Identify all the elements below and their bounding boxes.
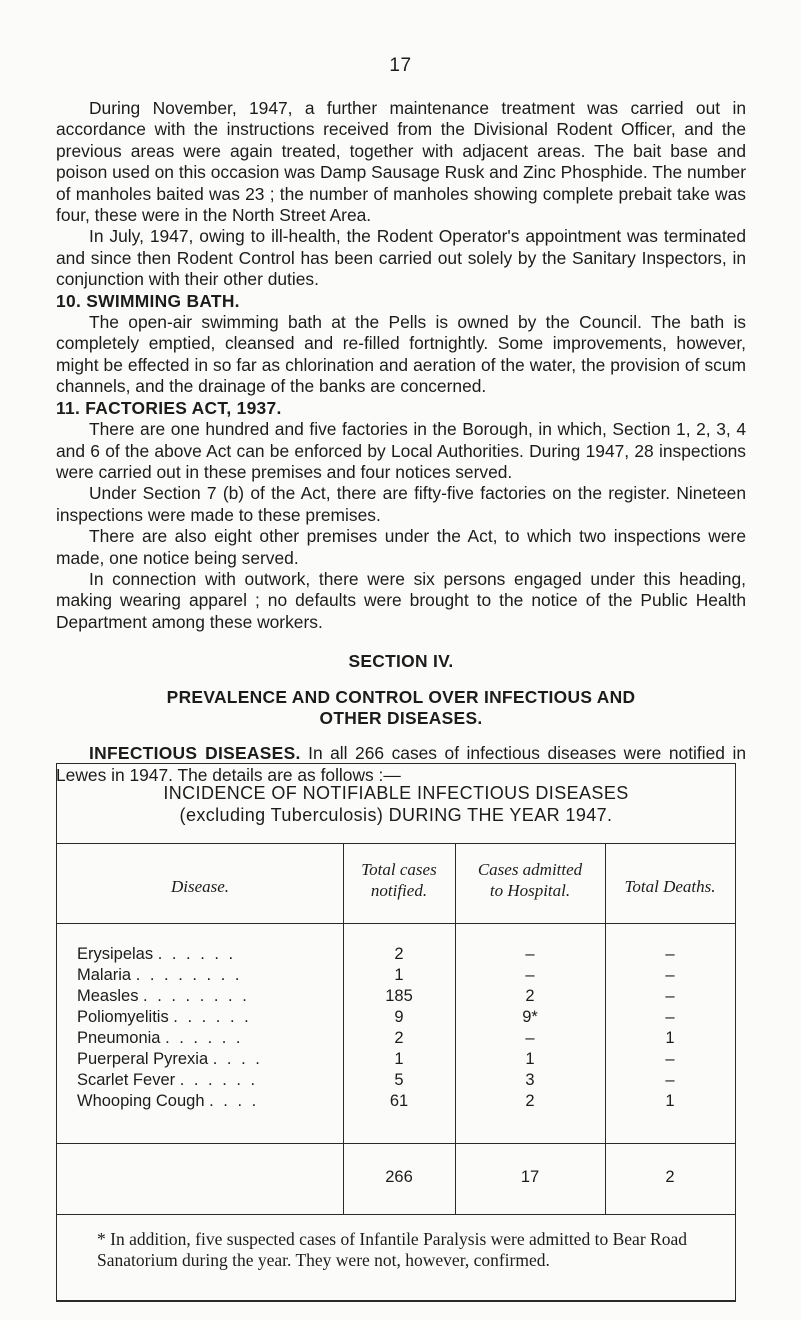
header-cases-admitted xyxy=(455,859,605,901)
infectious-diseases-text: In all 266 cases of infectious diseases were notified in Lewes in 1947. The details are as follows :— xyxy=(56,743,746,785)
header-total-notified-line2: notified. xyxy=(370,881,428,900)
header-total-deaths: Total Deaths. xyxy=(624,877,716,896)
heading-factories-act: 11. FACTORIES ACT, 1937. xyxy=(56,397,282,418)
paragraph-rodent-operator: In July, 1947, owing to ill-health, the Rodent Operator's appointment was terminated and since then Rodent Control has been carried out solely by the Sanitary Inspectors, in conjunction with their other duties. xyxy=(56,226,746,290)
header-cases-admitted-line1: Cases admitted xyxy=(477,860,583,879)
paragraph-section-7b: Under Section 7 (b) of the Act, there are fifty-five factories on the register. Nineteen inspections were made to these premises. xyxy=(56,483,746,525)
table-cell-admitted: – xyxy=(525,966,535,984)
table-cell-admitted: 2 xyxy=(525,1092,535,1110)
header-disease: Disease. xyxy=(170,877,230,896)
body-text xyxy=(56,98,746,786)
table-row-disease: Puerperal Pyrexia . . . . xyxy=(77,1050,263,1068)
paragraph-swimming-bath: The open-air swimming bath at the Pells is owned by the Council. The bath is completely emptied, cleansed and re-filled fortnightly. Some improvements, however, might be effected in so far as chlorination and aeration of the water, the provision of scum channels, and the drainage of the banks are concerned. xyxy=(56,312,746,397)
paragraph-factories-count: There are one hundred and five factories in the Borough, in which, Section 1, 2, 3, 4 and 6 of the above Act can be enforced by Local Authorities. During 1947, 28 inspections were carried out in these premises and four notices served. xyxy=(56,419,746,482)
table-row-disease: Pneumonia . . . . . . xyxy=(77,1029,244,1047)
paragraph-other-premises: There are also eight other premises under the Act, to which two inspections were made, one notice being served. xyxy=(56,526,746,568)
header-cases-admitted-line2: to Hospital. xyxy=(489,881,571,900)
table-cell-notified: 1 xyxy=(394,966,404,984)
table-row-disease: Whooping Cough . . . . xyxy=(77,1092,259,1110)
table-cell-notified: 2 xyxy=(394,945,404,963)
divider-totals xyxy=(57,1214,735,1215)
table-title-line1: INCIDENCE OF NOTIFIABLE INFECTIOUS DISEASES xyxy=(163,783,629,803)
table-cell-notified: 9 xyxy=(394,1008,404,1026)
table-cell-admitted: – xyxy=(525,1029,535,1047)
total-admitted: 17 xyxy=(520,1168,540,1186)
table-cell-deaths: 1 xyxy=(665,1029,675,1047)
table-title xyxy=(57,782,735,826)
table-cell-deaths: – xyxy=(665,1050,675,1068)
section-subtitle-line2: OTHER DISEASES. xyxy=(319,707,483,728)
table-cell-admitted: 9* xyxy=(522,1008,538,1026)
table-cell-notified: 5 xyxy=(394,1071,404,1089)
table-row-disease: Erysipelas . . . . . . xyxy=(77,945,236,963)
paragraph-rodent-treatment: During November, 1947, a further maintenance treatment was carried out in accordance with the instructions received from the Divisional Rodent Officer, and the previous areas were again treated, together with adjacent areas. The bait base and poison used on this occasion was Damp Sausage Rusk and Zinc Phosphide. The number of manholes baited was 23 ; the number of manholes showing complete prebait take was four, these were in the North Street Area. xyxy=(56,98,746,226)
table-footnote: * In addition, five suspected cases of Infantile Paralysis were admitted to Bear Road Sanatorium during the year. They were not, however, confirmed. xyxy=(97,1229,687,1270)
table-cell-admitted: 1 xyxy=(525,1050,535,1068)
table-cell-admitted: 3 xyxy=(525,1071,535,1089)
header-total-notified-line1: Total cases xyxy=(361,860,437,879)
section-subtitle-line1: PREVALENCE AND CONTROL OVER INFECTIOUS AND xyxy=(166,686,636,707)
table-cell-deaths: – xyxy=(665,966,675,984)
table-cell-notified: 1 xyxy=(394,1050,404,1068)
table-cell-deaths: – xyxy=(665,945,675,963)
table-title-line2: (excluding Tuberculosis) DURING THE YEAR 1947. xyxy=(179,805,613,825)
infectious-diseases-heading: INFECTIOUS DISEASES. xyxy=(89,743,301,764)
total-deaths: 2 xyxy=(665,1168,675,1186)
table-row-disease: Poliomyelitis . . . . . . xyxy=(77,1008,252,1026)
table-cell-notified: 185 xyxy=(385,987,413,1005)
table-cell-admitted: – xyxy=(525,945,535,963)
table-cell-notified: 2 xyxy=(394,1029,404,1047)
table-row-disease: Scarlet Fever . . . . . . xyxy=(77,1071,258,1089)
section-title: SECTION IV. xyxy=(348,651,454,672)
paragraph-outwork: In connection with outwork, there were six persons engaged under this heading, making wearing apparel ; no defaults were brought to the notice of the Public Health Department among these workers. xyxy=(56,568,746,632)
table-row-disease: Measles . . . . . . . . xyxy=(77,987,250,1005)
divider-title xyxy=(57,843,735,844)
table-cell-deaths: – xyxy=(665,1071,675,1089)
table-cell-deaths: – xyxy=(665,1008,675,1026)
table-cell-deaths: 1 xyxy=(665,1092,675,1110)
table-row-disease: Malaria . . . . . . . . xyxy=(77,966,242,984)
table-cell-notified: 61 xyxy=(389,1092,409,1110)
table-cell-admitted: 2 xyxy=(525,987,535,1005)
divider-header xyxy=(57,923,735,924)
incidence-table xyxy=(56,763,736,1302)
page-number: 17 xyxy=(389,55,412,76)
divider-rows xyxy=(57,1143,735,1144)
total-notified: 266 xyxy=(385,1168,413,1186)
table-cell-deaths: – xyxy=(665,987,675,1005)
heading-swimming-bath: 10. SWIMMING BATH. xyxy=(56,290,240,311)
header-total-notified xyxy=(343,859,455,901)
